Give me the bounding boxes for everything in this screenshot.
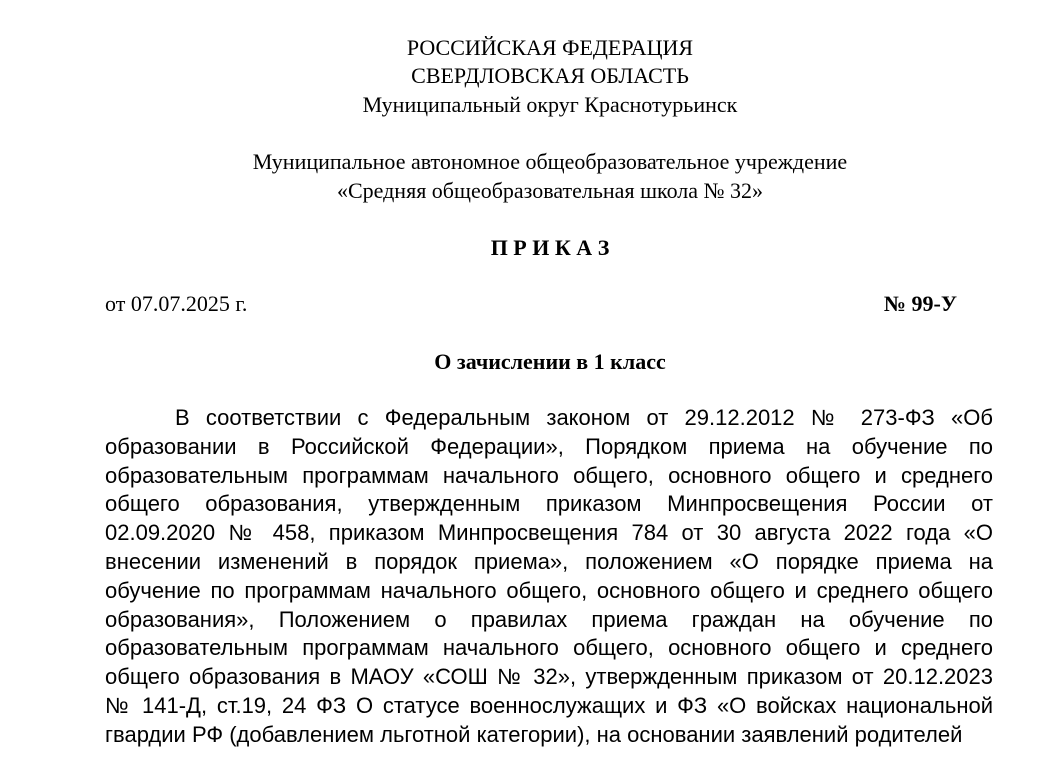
body-line: общего образования, утвержденным приказом Минпросвещения России от [105, 491, 993, 517]
body-line: гвардии РФ (добавлением льготной категории), на основании заявлений родителей [105, 721, 963, 747]
body-line: образовательным программам начального общего, основного общего и среднего [105, 635, 993, 661]
institution-name-line1: Муниципальное автономное общеобразовательное учреждение [252, 149, 848, 174]
body-line: образования», Положением о правилах приема граждан на обучение по [105, 606, 993, 632]
body-line: образовательным программам начального общего, основного общего и среднего [105, 462, 993, 488]
header-municipality: Муниципальный округ Краснотурьинск [362, 92, 738, 117]
institution-name-line2: «Средняя общеобразовательная школа № 32» [336, 178, 764, 203]
order-number: № 99-У [883, 291, 957, 316]
body-line: внесении изменений в порядок приема», положением «О порядке приема на [105, 548, 993, 574]
body-line: обучение по программам начального общего, основного общего и среднего общего [105, 577, 993, 603]
order-subject: О зачислении в 1 класс [434, 349, 666, 374]
header-region: СВЕРДЛОВСКАЯ ОБЛАСТЬ [411, 63, 689, 88]
body-line: общего образования в МАОУ «СОШ № 32», утвержденным приказом от 20.12.2023 [105, 664, 993, 690]
order-title: П Р И К А З [490, 235, 610, 260]
body-line: образовании в Российской Федерации», Порядком приема на обучение по [105, 433, 993, 459]
body-line: № 141-Д, ст.19, 24 ФЗ О статусе военнослужащих и ФЗ «О войсках национальной [105, 692, 993, 718]
order-date: от 07.07.2025 г. [105, 291, 248, 316]
header-country: РОССИЙСКАЯ ФЕДЕРАЦИЯ [406, 35, 694, 60]
body-line: 02.09.2020 № 458, приказом Минпросвещения 784 от 30 августа 2022 года «О [105, 520, 993, 546]
order-body-paragraph [105, 404, 993, 750]
body-line: В соответствии с Федеральным законом от 29.12.2012 № 273-ФЗ «Об [175, 405, 993, 430]
